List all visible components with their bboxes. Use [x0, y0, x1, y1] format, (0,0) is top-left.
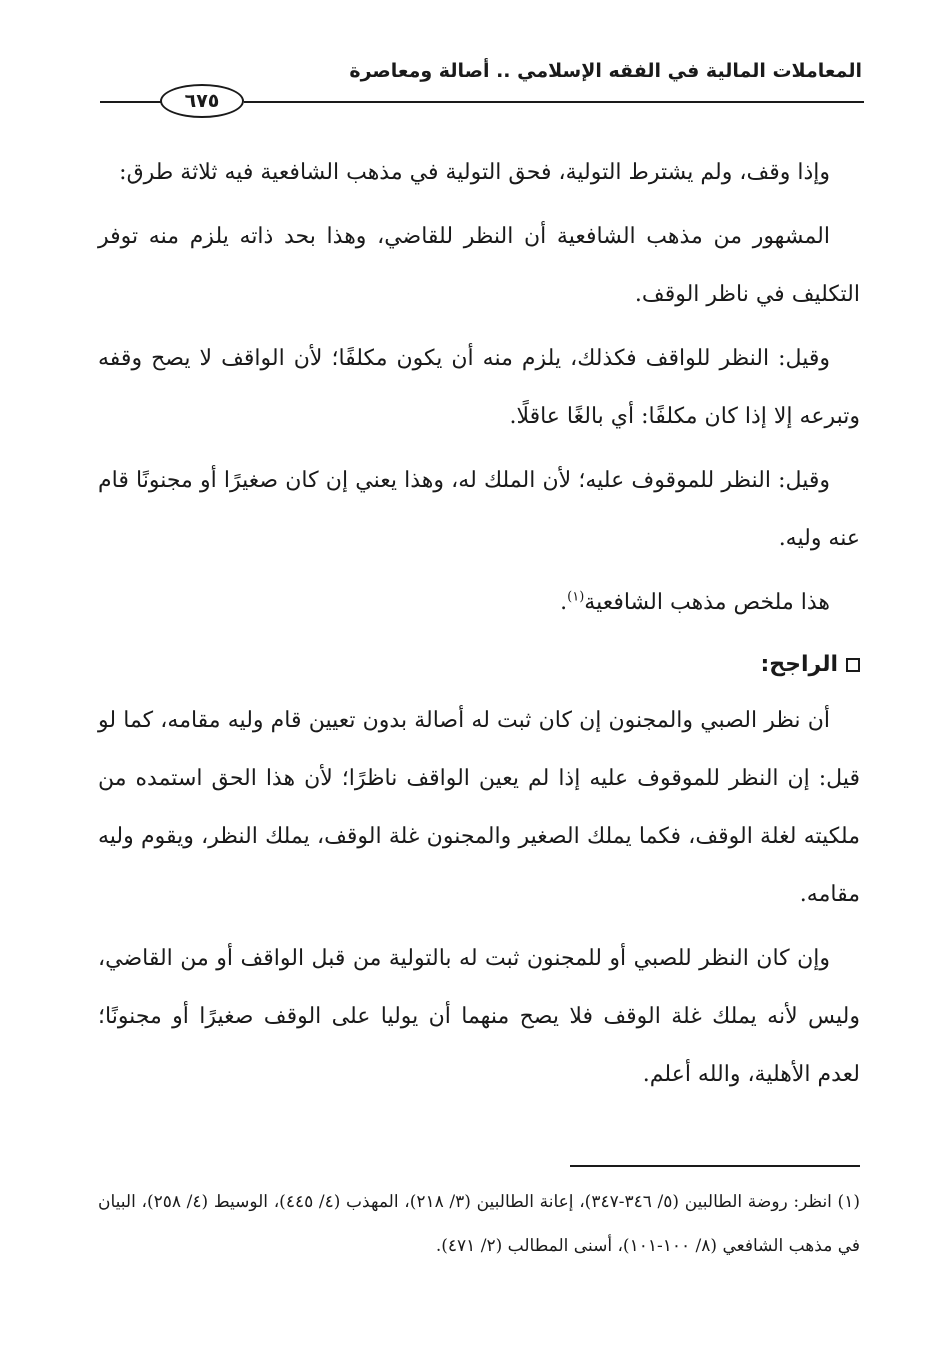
section-heading-text: الراجح:: [760, 652, 838, 677]
page-number: ٦٧٥: [184, 90, 220, 112]
paragraph-summary: [98, 574, 860, 632]
running-header-title: المعاملات المالية في الفقه الإسلامي .. أصالة ومعاصرة: [349, 60, 862, 82]
square-bullet-icon: [846, 658, 860, 672]
footnote-ref-1[interactable]: (١): [567, 589, 585, 605]
paragraph-preferred-1: أن نظر الصبي والمجنون إن كان ثبت له أصالة بدون تعيين قام وليه مقامه، كما لو قيل: إن النظر للموقوف عليه إذا لم يعين الواقف ناظرًا؛ لأن هذا الحق استمده من ملكيته لغلة الوقف، فكما يملك الصغير والمجنون غلة الوقف، يملك النظر، ويقوم وليه مقامه.: [98, 708, 860, 907]
paragraph-opinion-endower: وقيل: النظر للواقف فكذلك، يلزم منه أن يكون مكلفًا؛ لأن الواقف لا يصح وقفه وتبرعه إلا إذا كان مكلفًا: أي بالغًا عاقلًا.: [98, 346, 860, 429]
footnote-1: (١) انظر: روضة الطالبين (٥/ ٣٤٦-٣٤٧)، إعانة الطالبين (٣/ ٢١٨)، المهذب (٤/ ٤٤٥)، الوسيط (٤/ ٢٥٨)، البيان في مذهب الشافعي (٨/ ١٠٠-١٠١)، أسنى المطالب (٢/ ٤٧١).: [98, 1192, 860, 1256]
paragraph-opinion-judge: المشهور من مذهب الشافعية أن النظر للقاضي، وهذا بحد ذاته يلزم منه توفر التكليف في ناظر الوقف.: [98, 224, 860, 307]
header-rule-left: [100, 101, 162, 103]
header-rule-right: [244, 101, 864, 103]
summary-text: هذا ملخص مذهب الشافعية: [584, 590, 830, 615]
main-text: [98, 144, 860, 1110]
footnotes: [98, 1180, 860, 1268]
footnote-separator: [570, 1165, 860, 1167]
paragraph-opinion-beneficiary: وقيل: النظر للموقوف عليه؛ لأن الملك له، وهذا يعني إن كان صغيرًا أو مجنونًا قام عنه وليه.: [98, 468, 860, 551]
paragraph-intro: وإذا وقف، ولم يشترط التولية، فحق التولية في مذهب الشافعية فيه ثلاثة طرق:: [119, 160, 830, 185]
page-number-badge: [160, 84, 244, 118]
paragraph-preferred-2: وإن كان النظر للصبي أو للمجنون ثبت له بالتولية من قبل الواقف أو من القاضي، وليس لأنه يملك غلة الوقف فلا يصح منهما أن يوليا على الوقف صغيرًا أو مجنونًا؛ لعدم الأهلية، والله أعلم.: [98, 946, 860, 1087]
section-heading-preferred: [98, 640, 860, 690]
summary-end: .: [560, 590, 568, 615]
